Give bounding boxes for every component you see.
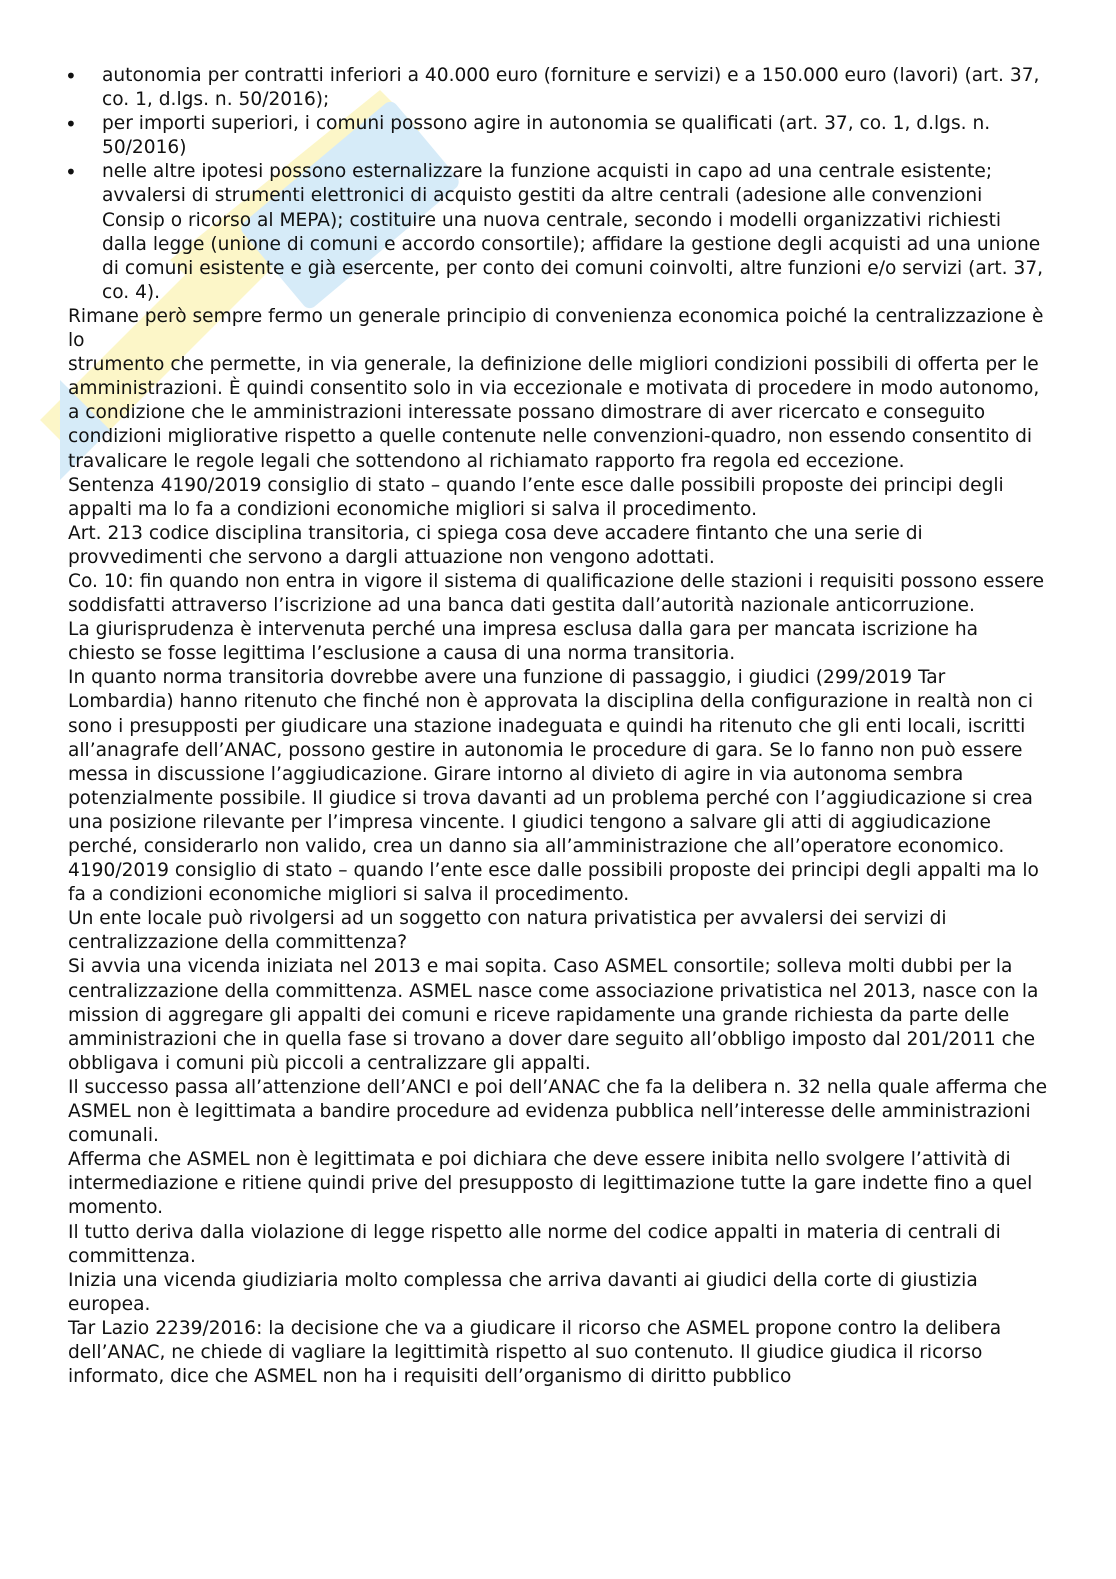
paragraph: Si avvia una vicenda iniziata nel 2013 e mai sopita. Caso ASMEL consortile; solleva molti dubbi per la centralizzazione della committenza. ASMEL nasce come associazione privatistica nel 2013, nasce con la mission di aggregare gli appalti dei comuni e riceve rapidamente una grande richiesta da parte delle amministrazioni che in quella fase si trovano a dover dare seguito all’obbligo imposto dal 201/2011 che obbligava i comuni più piccoli a centralizzare gli appalti.: [68, 956, 1039, 1074]
paragraph: La giurisprudenza è intervenuta perché una impresa esclusa dalla gara per mancata iscrizione ha chiesto se fosse legittima l’esclusione a causa di una norma transitoria.: [68, 619, 979, 665]
paragraph: Tar Lazio 2239/2016: la decisione che va a giudicare il ricorso che ASMEL propone contro la delibera dell’ANAC, ne chiede di vagliare la legittimità rispetto al suo contenuto. Il giudice giudica il ricorso informato, dice che ASMEL non ha i requisiti dell’organismo di diritto pubblico: [68, 1317, 1002, 1388]
bullet-list: [68, 64, 1048, 305]
paragraph: Rimane però sempre fermo un generale principio di convenienza economica poiché la centralizzazione è lo: [68, 305, 1044, 352]
paragraph: In quanto norma transitoria dovrebbe avere una funzione di passaggio, i giudici (299/2019 Tar Lombardia) hanno ritenuto che finché non è approvata la disciplina della configurazione in realtà non ci sono i presupposti per giudicare una stazione inadeguata e quindi ha ritenuto che gli enti locali, iscritti all’anagrafe dell’ANAC, possono gestire in autonomia le procedure di gara. Se lo fanno non può essere messa in discussione l’aggiudicazione. Girare intorno al divieto di agire in via autonoma sembra potenzialmente possibile. Il giudice si trova davanti ad un problema perché con l’aggiudicazione si crea una posizione rilevante per l’impresa vincente. I giudici tengono a salvare gli atti di aggiudicazione perché, considerarlo non valido, crea un danno sia all’amministrazione che all’operatore economico.: [68, 667, 1034, 857]
paragraph: Il tutto deriva dalla violazione di legge rispetto alle norme del codice appalti in materia di centrali di committenza.: [68, 1221, 1001, 1267]
paragraph: Art. 213 codice disciplina transitoria, ci spiega cosa deve accadere fintanto che una serie di provvedimenti che servono a dargli attuazione non vengono adottati.: [68, 522, 923, 568]
bullet-item: • autonomia per contratti inferiori a 40.000 euro (forniture e servizi) e a 150.000 euro (lavori) (art. 37, co. 1, d.lgs. n. 50/2016);: [68, 64, 1048, 112]
paragraph: Sentenza 4190/2019 consiglio di stato – quando l’ente esce dalle possibili proposte dei principi degli appalti ma lo fa a condizioni economiche migliori si salva il procedimento.: [68, 474, 1004, 520]
paragraph: Afferma che ASMEL non è legittimata e poi dichiara che deve essere inibita nello svolgere l’attività di intermediazione e ritiene quindi prive del presupposto di legittimazione tutte la gare indette fino a quel momento.: [68, 1149, 1033, 1219]
paragraph: Il successo passa all’attenzione dell’ANCI e poi dell’ANAC che fa la delibera n. 32 nella quale afferma che ASMEL non è legittimata a bandire procedure ad evidenza pubblica nell’interesse delle amministrazioni comunali.: [68, 1076, 1048, 1147]
paragraph: Co. 10: fin quando non entra in vigore il sistema di qualificazione delle stazioni i requisiti possono essere soddisfatti attraverso l’iscrizione ad una banca dati gestita dall’autorità nazionale anticorruzione.: [68, 570, 1045, 617]
paragraph: strumento che permette, in via generale, la definizione delle migliori condizioni possibili di offerta per le amministrazioni. È quindi consentito solo in via eccezionale e motivata di procedere in modo autonomo, a condizione che le amministrazioni interessate possano dimostrare di aver ricercato e conseguito condizioni migliorative rispetto a quelle contenute nelle convenzioni-quadro, non essendo consentito di travalicare le regole legali che sottendono al richiamato rapporto fra regola ed eccezione.: [68, 354, 1040, 472]
paragraph: 4190/2019 consiglio di stato – quando l’ente esce dalle possibili proposte dei principi degli appalti ma lo fa a condizioni economiche migliori si salva il procedimento.: [68, 860, 1039, 906]
paragraph: Un ente locale può rivolgersi ad un soggetto con natura privatistica per avvalersi dei servizi di centralizzazione della committenza?: [68, 908, 947, 954]
paragraph: Inizia una vicenda giudiziaria molto complessa che arriva davanti ai giudici della corte di giustizia europea.: [68, 1269, 978, 1315]
document-page: [68, 64, 1048, 1389]
bullet-item: • per importi superiori, i comuni possono agire in autonomia se qualificati (art. 37, co. 1, d.lgs. n. 50/2016): [68, 112, 1048, 160]
bullet-item: • nelle altre ipotesi possono esternalizzare la funzione acquisti in capo ad una centrale esistente; avvalersi di strumenti elettronici di acquisto gestiti da altre centrali (adesione alle convenzioni Consip o ricorso al MEPA); costituire una nuova centrale, secondo i modelli organizzativi richiesti dalla legge (unione di comuni e accordo consortile); affidare la gestione degli acquisti ad una unione di comuni esistente e già esercente, per conto dei comuni coinvolti, altre funzioni e/o servizi (art. 37, co. 4).: [68, 160, 1048, 305]
